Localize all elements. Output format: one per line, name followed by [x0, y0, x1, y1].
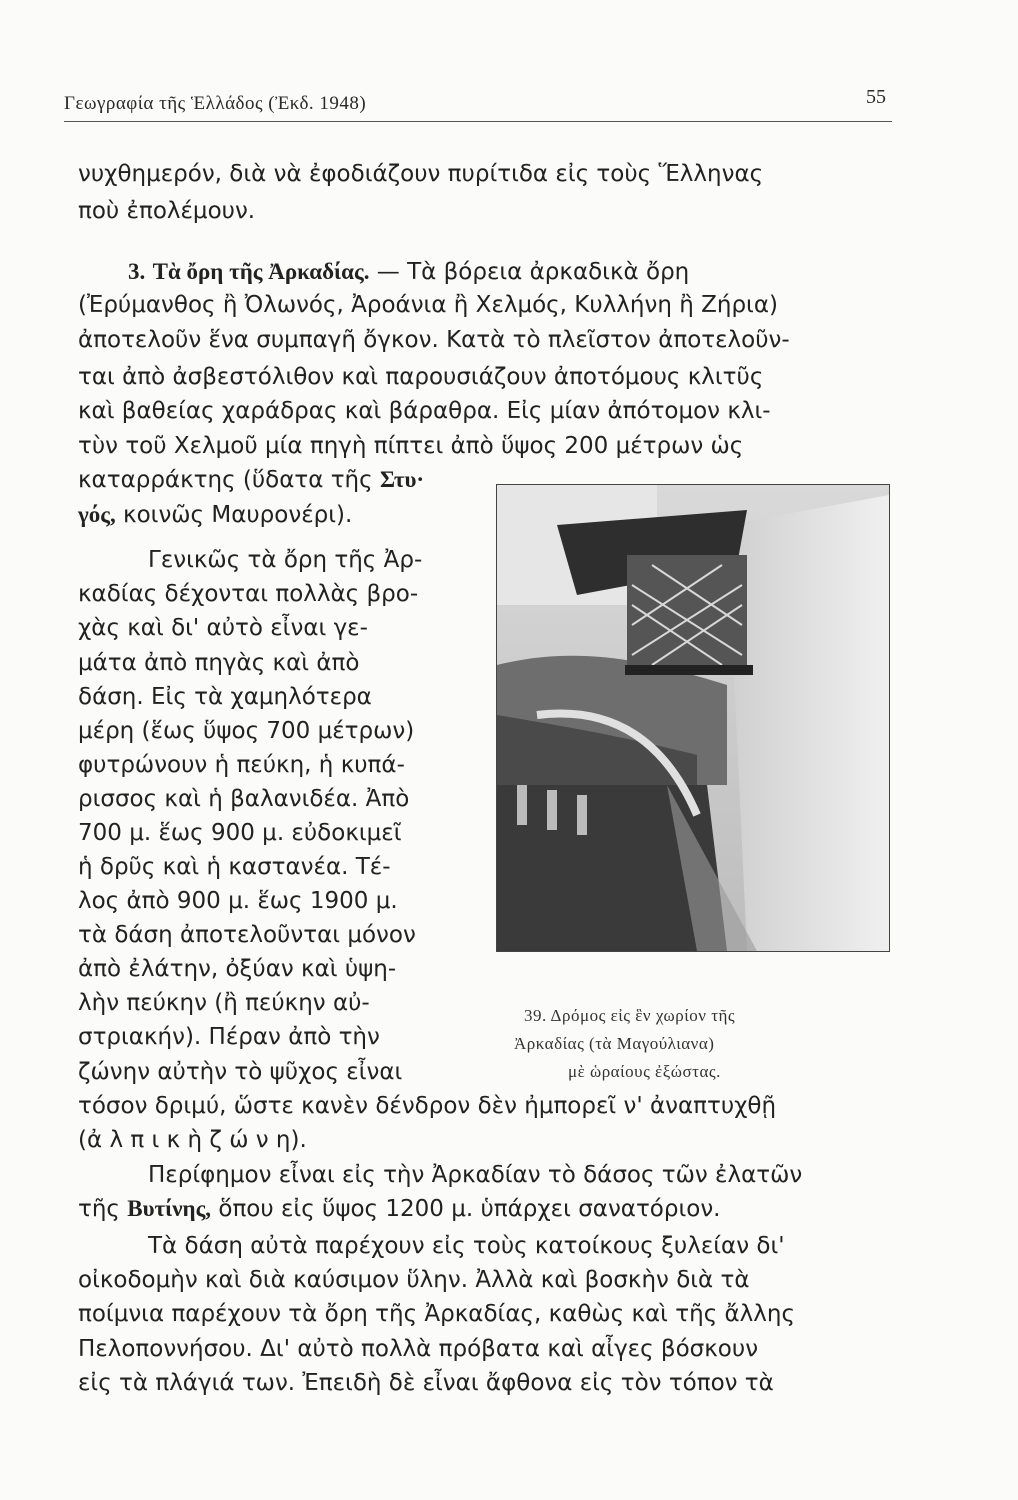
text-line: καὶ βαθείας χαράδρας καὶ βάραθρα. Εἰς μίαν ἀπότομον κλι-	[78, 398, 771, 424]
styx-line-2	[78, 501, 352, 529]
text-line: Περίφημον εἶναι εἰς τὴν Ἀρκαδίαν τὸ δάσος τῶν ἐλατῶν	[148, 1162, 803, 1188]
page-number: 55	[866, 86, 886, 108]
text-line: εἰς τὰ πλάγιά των. Ἐπειδὴ δὲ εἶναι ἄφθονα εἰς τὸν τόπον τὰ	[78, 1370, 774, 1396]
text-line: Πελοποννήσου. Δι' αὐτὸ πολλὰ πρόβατα καὶ αἶγες βόσκουν	[78, 1336, 759, 1362]
figure-caption-line: Ἀρκαδίας (τὰ Μαγούλιανα)	[514, 1034, 715, 1053]
section-lead: — Τὰ βόρεια ἀρκαδικὰ ὄρη	[376, 259, 690, 285]
vytina-name: Βυτίνης,	[127, 1196, 212, 1221]
text-line: τὰ δάση ἀποτελοῦνται μόνον	[78, 922, 416, 948]
section-number: 3.	[128, 259, 146, 284]
header-rule	[64, 121, 892, 122]
text-line: 700 μ. ἕως 900 μ. εὐδοκιμεῖ	[78, 820, 402, 846]
styx-name-end: γός,	[78, 502, 116, 527]
text-line: δάση. Εἰς τὰ χαμηλότερα	[78, 684, 372, 710]
text-line: τὺν τοῦ Χελμοῦ μία πηγὴ πίπτει ἀπὸ ὕψος 200 μέτρων ὡς	[78, 433, 744, 459]
text-line: ἀπὸ ἐλάτην, ὀξύαν καὶ ὑψη-	[78, 956, 397, 982]
vytina-line	[78, 1195, 720, 1223]
styx-pre: καταρράκτης (ὕδατα τῆς	[78, 467, 373, 493]
text-line: χὰς καὶ δι' αὐτὸ εἶναι γε-	[78, 615, 368, 641]
text-line: ἡ δρῦς καὶ ἡ καστανέα. Τέ-	[78, 854, 391, 880]
text-line: ζώνην αὐτὴν τὸ ψῦχος εἶναι	[78, 1059, 403, 1085]
photo-illustration	[497, 485, 889, 951]
section-heading-line	[128, 258, 689, 286]
text-line: τόσον δριμύ, ὥστε κανὲν δένδρον δὲν ἠμπορεῖ ν' ἀναπτυχθῇ	[78, 1093, 777, 1119]
text-line: καδίας δέχονται πολλὰς βρο-	[78, 581, 419, 607]
vytina-pre: τῆς	[78, 1196, 120, 1222]
village-street-photo	[496, 484, 890, 952]
text-line: φυτρώνουν ἡ πεύκη, ἡ κυπά-	[78, 752, 405, 778]
text-line: Γενικῶς τὰ ὄρη τῆς Ἀρ-	[148, 547, 423, 573]
text-line: οἰκοδομὴν καὶ διὰ καύσιμον ὕλην. Ἀλλὰ καὶ βοσκὴν διὰ τὰ	[78, 1267, 750, 1293]
text-line: λος ἀπὸ 900 μ. ἕως 1900 μ.	[78, 888, 398, 914]
styx-name: Στυ·	[379, 467, 425, 492]
text-line: ται ἀπὸ ἀσβεστόλιθον καὶ παρουσιάζουν ἀποτόμους κλιτῦς	[78, 364, 764, 390]
styx-post: κοινῶς Μαυρονέρι).	[123, 502, 353, 528]
text-line: λὴν πεύκην (ἢ πεύκην αὐ-	[78, 990, 370, 1016]
figure-caption-line: μὲ ὡραίους ἐξώστας.	[568, 1062, 721, 1081]
figure-caption-line: 39. Δρόμος εἰς ἓν χωρίον τῆς	[524, 1006, 736, 1025]
text-line: (ἀ λ π ι κ ὴ ζ ώ ν η).	[78, 1127, 307, 1153]
styx-line	[78, 466, 424, 494]
running-title: Γεωγραφία τῆς Ἑλλάδος (Ἐκδ. 1948)	[64, 93, 367, 114]
text-line: μάτα ἀπὸ πηγὰς καὶ ἀπὸ	[78, 650, 360, 676]
text-line: ἀποτελοῦν ἕνα συμπαγῆ ὄγκον. Κατὰ τὸ πλεῖστον ἀποτελοῦν-	[78, 327, 790, 353]
text-line: (Ἐρύμανθος ἢ Ὀλωνός, Ἀροάνια ἢ Χελμός, Κυλλήνη ἢ Ζήρια)	[78, 292, 778, 318]
text-line: ποίμνια παρέχουν τὰ ὄρη τῆς Ἀρκαδίας, καθὼς καὶ τῆς ἄλλης	[78, 1301, 795, 1327]
section-title: Τὰ ὄρη τῆς Ἀρκαδίας.	[152, 259, 370, 284]
vytina-post: ὅπου εἰς ὕψος 1200 μ. ὑπάρχει σανατόριον.	[218, 1196, 721, 1222]
text-line: μέρη (ἕως ὕψος 700 μέτρων)	[78, 718, 415, 744]
text-line: στριακήν). Πέραν ἀπὸ τὴν	[78, 1024, 380, 1050]
text-line: ρισσος καὶ ἡ βαλανιδέα. Ἀπὸ	[78, 786, 410, 812]
text-line: ποὺ ἐπολέμουν.	[78, 198, 256, 224]
text-line: Τὰ δάση αὐτὰ παρέχουν εἰς τοὺς κατοίκους ξυλείαν δι'	[148, 1233, 785, 1259]
text-line: νυχθημερόν, διὰ νὰ ἐφοδιάζουν πυρίτιδα εἰς τοὺς Ἕλληνας	[78, 161, 764, 187]
